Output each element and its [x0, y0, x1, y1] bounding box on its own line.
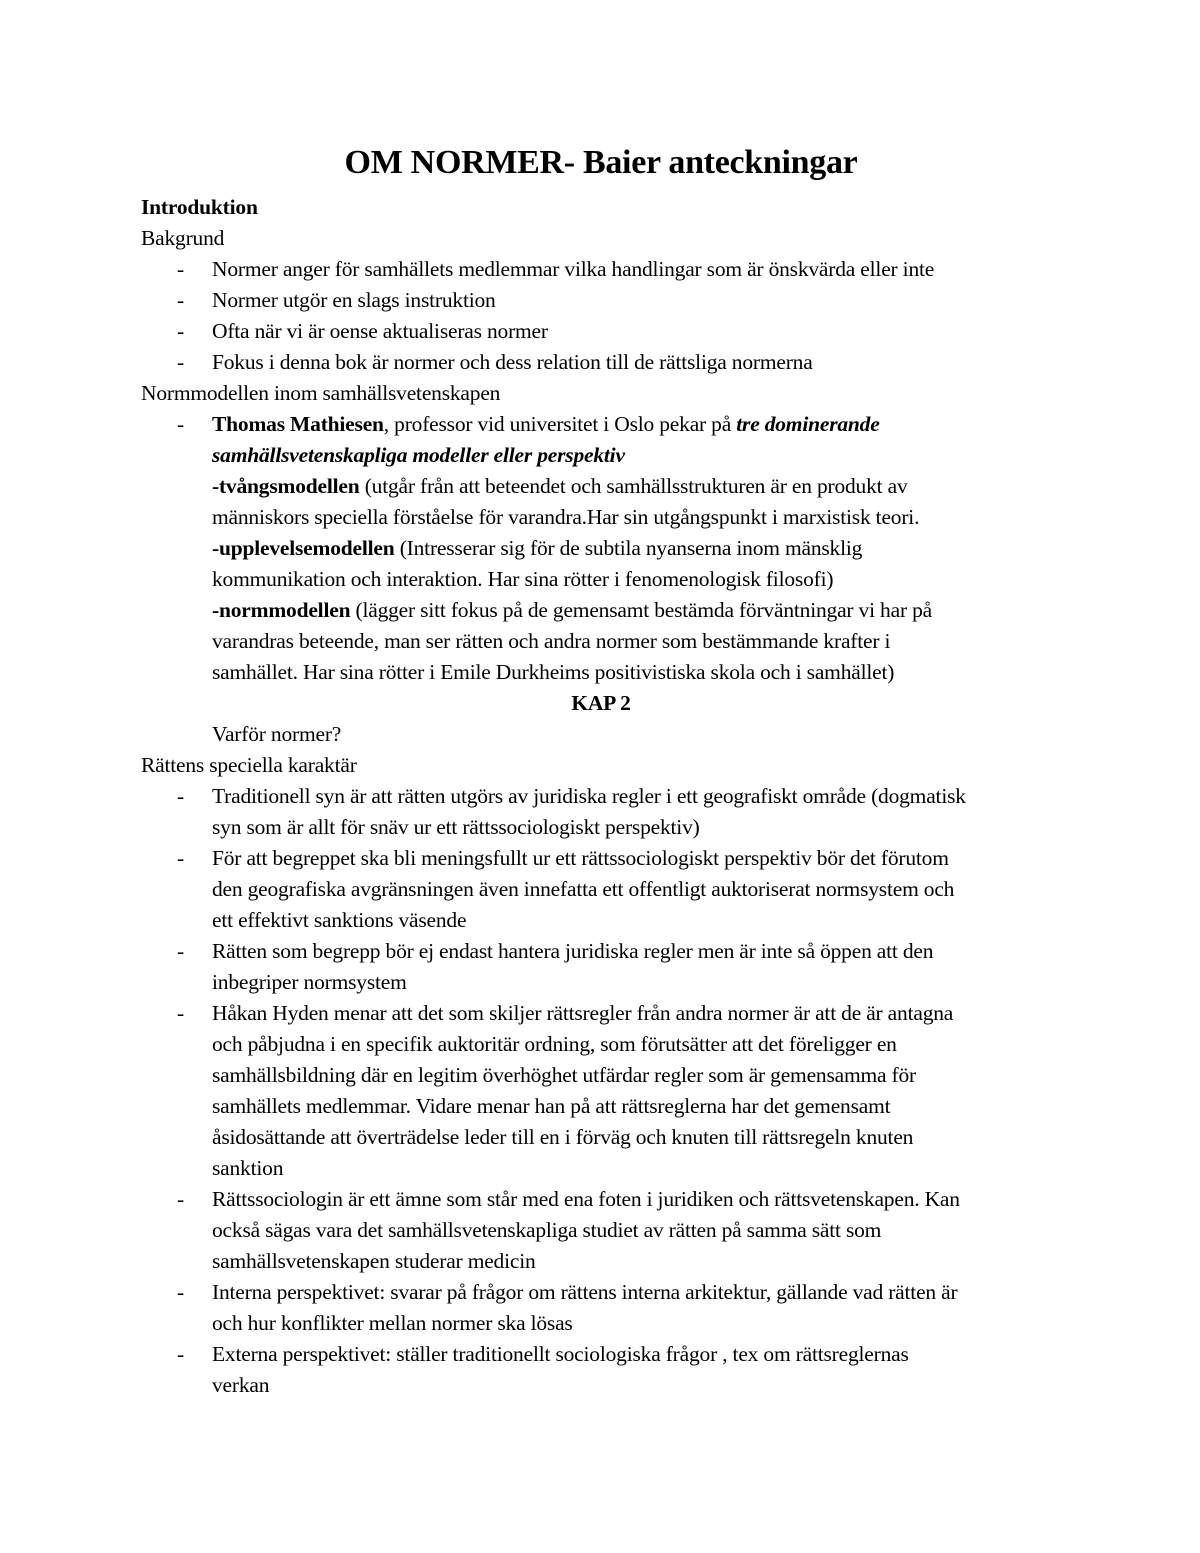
- bullet-dash: -: [177, 1187, 184, 1211]
- chapter-heading-kap2: KAP 2: [571, 691, 631, 715]
- list-item: - Rätten som begrepp bör ej endast hantera juridiska regler men är inte så öppen att den inbegriper normsystem: [141, 936, 1061, 998]
- list-item: - Fokus i denna bok är normer och dess relation till de rättsliga normerna: [141, 347, 1061, 378]
- subheading-normmodellen: Normmodellen inom samhällsvetenskapen: [141, 381, 501, 405]
- bullet-dash: -: [177, 1001, 184, 1025]
- bullet-dash: -: [177, 412, 184, 436]
- bullet-dash: -: [177, 257, 184, 281]
- bullet-dash: -: [177, 846, 184, 870]
- subheading-bakgrund: Bakgrund: [141, 226, 225, 250]
- model-normmodellen: -normmodellen (lägger sitt fokus på de gemensamt bestämda förväntningar vi har på: [212, 598, 932, 622]
- list-item: - Interna perspektivet: svarar på frågor om rättens interna arkitektur, gällande vad rätten är och hur konflikter mellan normer ska lösas: [141, 1277, 1061, 1339]
- bullet-dash: -: [177, 784, 184, 808]
- subheading-varfor-normer: Varför normer?: [212, 722, 342, 746]
- bullet-dash: -: [177, 319, 184, 343]
- section-heading-introduktion: Introduktion: [141, 195, 258, 219]
- list-item-mathiesen: - Thomas Mathiesen, professor vid universitet i Oslo pekar på tre dominerande samhällsvetenskapliga modeller eller perspektiv -tvångsmodellen (utgår från att beteendet och samhällsstrukturen är en produkt av människors speciella förståelse för varandra.Har sin utgångspunkt i marxistisk teori. -upplevelsemodellen (Intresserar sig för de subtila nyanserna inom mänsklig kommunikation och interaktion. Har sina rötter i fenomenologisk filosofi) -normmodellen (lägger sitt fokus på de gemensamt bestämda förväntningar vi har på varandras beteende, man ser rätten och andra normer som bestämmande krafter i samhället. Har sina rötter i Emile Durkheims positivistiska skola och i samhället): [141, 409, 1061, 688]
- bullet-dash: -: [177, 350, 184, 374]
- list-item: - Normer utgör en slags instruktion: [141, 285, 1061, 316]
- subheading-rattens-karaktar: Rättens speciella karaktär: [141, 753, 357, 777]
- list-item: - Håkan Hyden menar att det som skiljer rättsregler från andra normer är att de är antagna och påbjudna i en specifik auktoritär ordning, som förutsätter att det föreligger en samhällsbildning där en legitim överhöghet utfärdar regler som är gemensamma för samhällets medlemmar. Vidare menar han på att rättsreglerna har det gemensamt åsidosättande att överträdelse leder till en i förväg och knuten till rättsregeln knuten sanktion: [141, 998, 1061, 1184]
- page-title: OM NORMER- Baier anteckningar: [344, 144, 858, 181]
- document-page: [141, 140, 1061, 1401]
- model-tvangsmodellen: -tvångsmodellen (utgår från att beteendet och samhällsstrukturen är en produkt av: [212, 474, 908, 498]
- bullet-dash: -: [177, 1280, 184, 1304]
- bullet-dash: -: [177, 1342, 184, 1366]
- list-item: - Rättssociologin är ett ämne som står med ena foten i juridiken och rättsvetenskapen. Kan också sägas vara det samhällsvetenskapliga studiet av rätten på samma sätt som samhällsvetenskapen studerar medicin: [141, 1184, 1061, 1277]
- list-item: - Normer anger för samhällets medlemmar vilka handlingar som är önskvärda eller inte: [141, 254, 1061, 285]
- bullet-dash: -: [177, 288, 184, 312]
- bullet-dash: -: [177, 939, 184, 963]
- list-item: - Traditionell syn är att rätten utgörs av juridiska regler i ett geografiskt område (dogmatisk syn som är allt för snäv ur ett rättssociologiskt perspektiv): [141, 781, 1061, 843]
- list-item: - Ofta när vi är oense aktualiseras normer: [141, 316, 1061, 347]
- list-item: - För att begreppet ska bli meningsfullt ur ett rättssociologiskt perspektiv bör det förutom den geografiska avgränsningen även innefatta ett offentligt auktoriserat normsystem och ett effektivt sanktions väsende: [141, 843, 1061, 936]
- model-upplevelsemodellen: -upplevelsemodellen (Intresserar sig för de subtila nyanserna inom mänsklig: [212, 536, 863, 560]
- list-item: - Externa perspektivet: ställer traditionellt sociologiska frågor , tex om rättsreglernas verkan: [141, 1339, 1061, 1401]
- author-name: Thomas Mathiesen: [212, 412, 384, 436]
